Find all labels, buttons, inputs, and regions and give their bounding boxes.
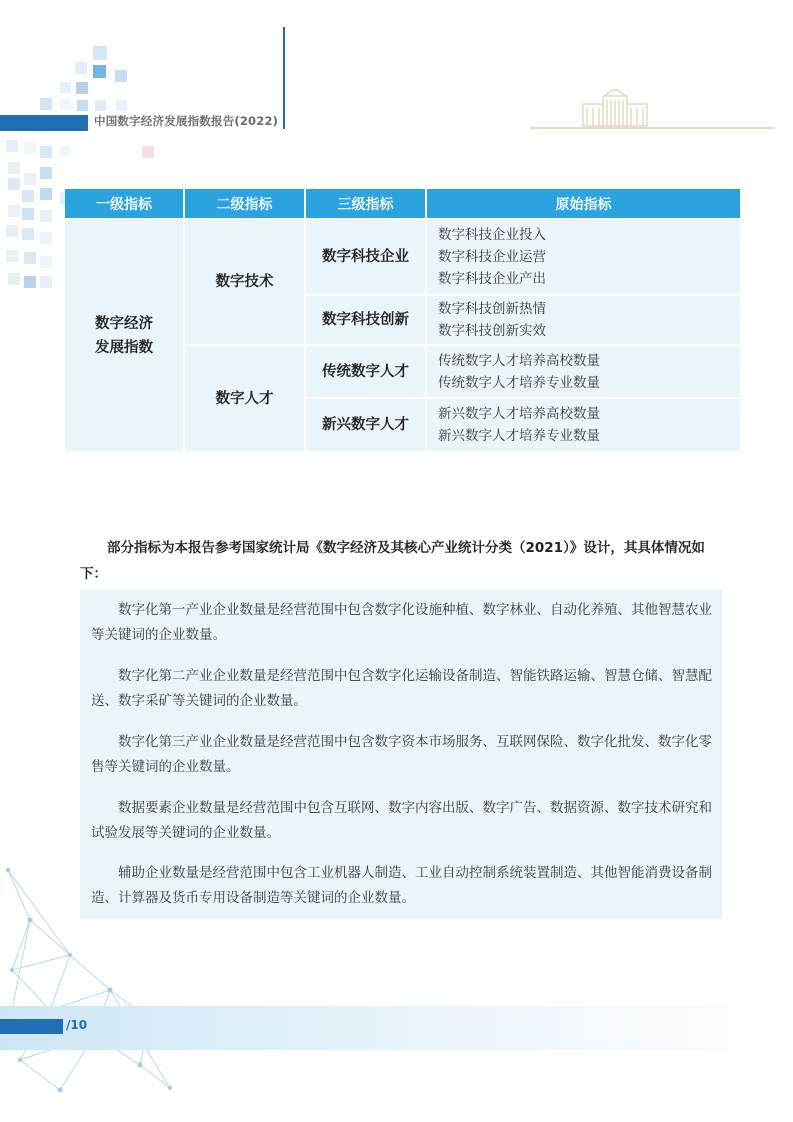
cell-raw-innovation xyxy=(427,296,740,344)
cell-level1 xyxy=(65,220,183,451)
raw-item: 传统数字人才培养高校数量 xyxy=(438,352,600,369)
header-accent-bar xyxy=(0,115,88,131)
table-header-level3: 三级指标 xyxy=(306,189,425,218)
page-number: /10 xyxy=(66,1018,88,1032)
level1-line2: 发展指数 xyxy=(95,339,153,356)
table-header-raw: 原始指标 xyxy=(427,189,740,218)
cell-raw-enterprise xyxy=(427,220,740,294)
raw-item: 数字科技创新热情 xyxy=(438,301,546,317)
cell-level2-talent: 数字人才 xyxy=(185,346,304,451)
cell-raw-emerging xyxy=(427,399,740,451)
definition-box-primary: 数字化第一产业企业数量是经营范围中包含数字化设施种植、数字林业、自动化养殖、其他智慧农业等关键词的企业数量。 xyxy=(80,590,722,656)
raw-item: 数字科技创新实效 xyxy=(438,323,546,339)
indicator-table xyxy=(65,189,740,451)
raw-item: 新兴数字人才培养专业数量 xyxy=(438,428,600,444)
raw-item: 数字科技企业运营 xyxy=(438,249,546,265)
raw-item: 数字科技企业投入 xyxy=(438,227,546,243)
cell-raw-traditional xyxy=(427,346,740,397)
network-decoration-icon xyxy=(0,860,200,1100)
cell-level3-enterprise: 数字科技企业 xyxy=(306,220,425,294)
cell-level3-traditional: 传统数字人才 xyxy=(306,346,425,397)
level1-line1: 数字经济 xyxy=(95,315,153,332)
definition-box-tertiary: 数字化第三产业企业数量是经营范围中包含数字资本市场服务、互联网保险、数字化批发、数字化零售等关键词的企业数量。 xyxy=(80,722,722,788)
footer-accent-bar xyxy=(0,1019,63,1034)
raw-item: 传统数字人才培养专业数量 xyxy=(438,374,600,391)
definition-box-secondary: 数字化第二产业企业数量是经营范围中包含数字化运输设备制造、智能铁路运输、智慧仓储、智慧配送、数字采矿等关键词的企业数量。 xyxy=(80,656,722,722)
cell-level2-tech: 数字技术 xyxy=(185,220,304,344)
definition-box-data-element: 数据要素企业数量是经营范围中包含互联网、数字内容出版、数字广告、数据资源、数字技术研究和试验发展等关键词的企业数量。 xyxy=(80,788,722,854)
header-title: 中国数字经济发展指数报告(2022) xyxy=(94,114,279,128)
raw-item: 新兴数字人才培养高校数量 xyxy=(438,406,600,422)
raw-item: 数字科技企业产出 xyxy=(438,271,546,287)
cell-level3-emerging: 新兴数字人才 xyxy=(306,399,425,451)
intro-paragraph: 部分指标为本报告参考国家统计局《数字经济及其核心产业统计分类（2021）》设计，其具体情况如下： xyxy=(80,540,705,582)
table-header-level1: 一级指标 xyxy=(65,189,183,218)
table-header-level2: 二级指标 xyxy=(185,189,304,218)
building-illustration-icon xyxy=(575,78,655,128)
definition-box-auxiliary: 辅助企业数量是经营范围中包含工业机器人制造、工业自动控制系统装置制造、其他智能消费设备制造、计算器及货币专用设备制造等关键词的企业数量。 xyxy=(80,853,722,919)
cell-level3-innovation: 数字科技创新 xyxy=(306,296,425,344)
footer-band xyxy=(0,1006,793,1050)
header-vertical-line xyxy=(283,27,285,129)
